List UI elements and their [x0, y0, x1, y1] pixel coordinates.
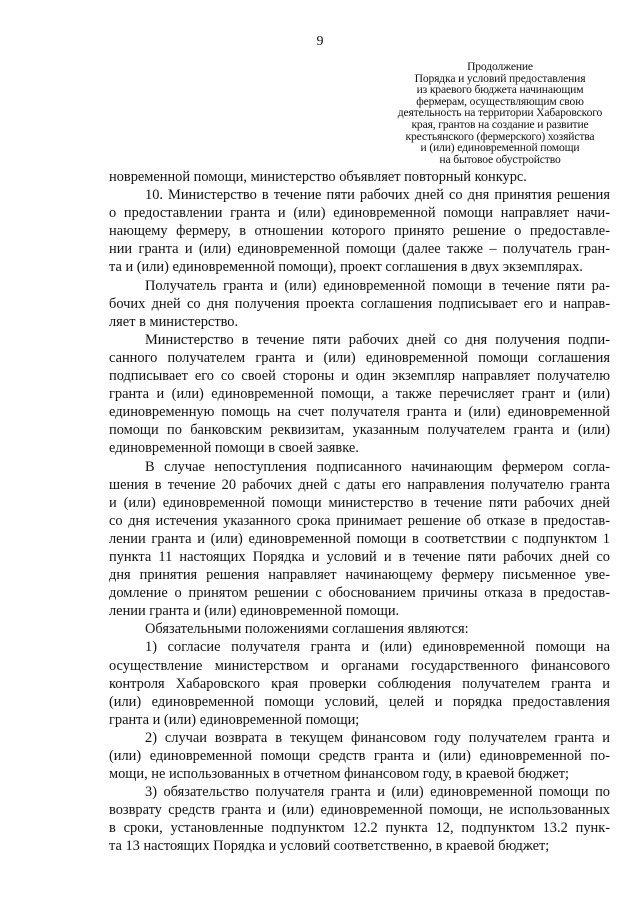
body-line: единовременную помощь на счет получателя гранта и (или) единовременной — [109, 404, 610, 421]
body-line: та 13 настоящих Порядка и условий соответственно, в краевой бюджет; — [109, 838, 550, 855]
body-line: мощи, не использованных в отчетном финансовом году, в краевой бюджет; — [109, 766, 570, 783]
body-line: со дня истечения указанного срока принимает решение об отказе в предостав- — [109, 512, 610, 529]
body-line: в сроки, установленные подпунктом 12.2 пункта 12, подпунктом 13.2 пунк- — [109, 820, 610, 837]
body-line: (или) единовременной помощи средств гранта и (или) единовременной по- — [109, 748, 610, 764]
body-line: домление о принятом решении с обоснованием причины отказа в предостав- — [109, 585, 610, 602]
body-line: Получатель гранта и (или) единовременной помощи в течение пяти ра- — [145, 277, 610, 294]
body-line: бочих дней со дня получения проекта соглашения подписывает его и направ- — [109, 295, 610, 312]
body-line: ляет в министерство. — [109, 313, 239, 330]
header-line: на бытовое обустройство — [439, 152, 561, 166]
body-line: возврату средств гранта и (или) единовременной помощи, не использованных — [109, 802, 610, 819]
body-line: подписывает его со своей стороны и один экземпляр направляет получателю — [109, 368, 610, 385]
document-body — [109, 168, 610, 856]
page-number: 9 — [316, 34, 324, 49]
body-line: (или) единовременной помощи условий, целей и порядка предоставления — [109, 693, 610, 710]
body-line: 10. Министерство в течение пяти рабочих дней со дня принятия решения — [145, 187, 610, 204]
header-line: и (или) единовременной помощи — [420, 141, 580, 155]
header-line: деятельность на территории Хабаровского — [397, 106, 603, 120]
body-line: Обязательными положениями соглашения являются: — [145, 621, 469, 638]
body-line: гранта и (или) единовременной помощи, а также перечисляет грант и (или) — [109, 386, 610, 403]
body-line: В случае непоступления подписанного начинающим фермером согла- — [145, 458, 610, 475]
body-line: и (или) единовременной помощи министерство в течение пяти рабочих дней — [109, 494, 610, 511]
header-line: Порядка и условий предоставления — [414, 71, 586, 85]
header-line: Продолжение — [467, 60, 533, 73]
header-line: из краевого бюджета начинающим — [416, 83, 584, 97]
header-line: крестьянского (фермерского) хозяйства — [405, 129, 595, 143]
body-line: Министерство в течение пяти рабочих дней со дня получения подпи- — [145, 331, 610, 348]
body-line: контроля Хабаровского края проверки соблюдения получателем гранта и — [109, 675, 610, 692]
body-line: единовременной помощи в своей заявке. — [109, 440, 359, 457]
body-line: пункта 11 настоящих Порядка и условий и в течение пяти рабочих дней со — [109, 548, 610, 565]
header-line: фермерам, осуществляющим свою — [416, 94, 584, 108]
body-line: лении гранта и (или) единовременной помощи в соответствии с подпунктом 1 — [109, 530, 610, 547]
body-line: новременной помощи, министерство объявляет повторный конкурс. — [109, 169, 527, 185]
body-line: та и (или) единовременной помощи), проект соглашения в двух экземплярах. — [109, 259, 583, 276]
body-line: нии гранта и (или) единовременной помощи (далее также – получатель гран- — [109, 241, 610, 258]
body-line: дня принятия решения направляет начинающему фермеру письменное уве- — [109, 567, 610, 584]
header-line: края, грантов на создание и развитие — [411, 117, 589, 131]
body-line: о предоставлении гранта и (или) единовременной помощи направляет начи- — [109, 205, 610, 222]
body-line: помощи по банковским реквизитам, указанным получателем гранта и (или) — [109, 422, 610, 439]
body-line: шения в течение 20 рабочих дней с даты его направления получателю гранта — [109, 476, 610, 493]
body-line: 1) согласие получателя гранта и (или) единовременной помощи на — [145, 639, 610, 656]
body-line: 3) обязательство получателя гранта и (или) единовременной помощи по — [145, 784, 610, 801]
body-line: 2) случаи возврата в текущем финансовом году получателем гранта и — [145, 729, 610, 746]
body-line: лении гранта и (или) единовременной помощи. — [109, 603, 400, 620]
body-line: санного получателем гранта и (или) единовременной помощи соглашения — [109, 349, 610, 366]
body-line: нающему фермеру, в отношении которого принято решение о предоставле- — [109, 223, 610, 240]
body-line: осуществление министерством и органами государственного финансового — [109, 657, 610, 674]
body-line: гранта и (или) единовременной помощи; — [109, 711, 360, 728]
document-header-continuation — [384, 61, 616, 165]
